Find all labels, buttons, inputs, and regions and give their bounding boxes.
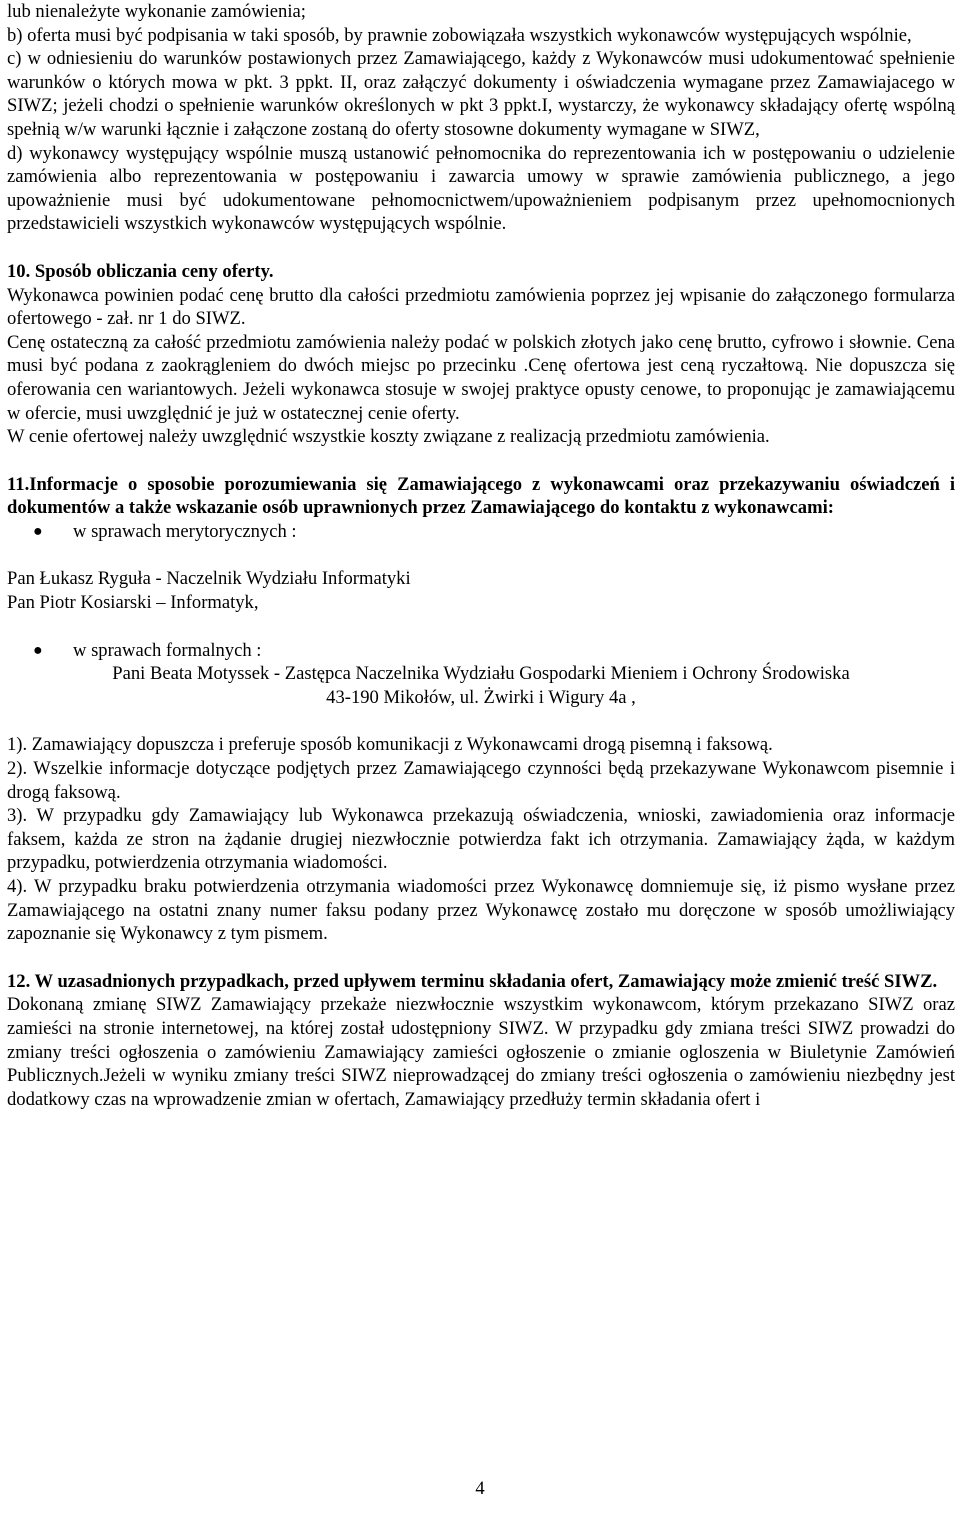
intro-line-a: lub nienależyte wykonanie zamówienia; [7, 1, 306, 22]
section-10-paragraph: W cenie ofertowej należy uwzględnić wszystkie koszty związane z realizacją przedmiotu zamówienia. [7, 426, 770, 448]
bullet-dot-icon: ● [33, 641, 43, 659]
bullet-merit [7, 520, 955, 544]
intro-point-d: d) wykonawcy występujący wspólnie muszą ustanowić pełnomocnika do reprezentowania ich w postępowaniu o udzielenie zamówienia albo reprezentowania w postępowaniu i zawarcia umowy w sprawie zamówienia publicznego, a jego upoważnienie musi być udokumentowane pełnomocnictwem/upoważnieniem podpisanym przez upełnomocnionych przedstawicieli wszystkich wykonawców występujących wspólnie. [7, 142, 955, 235]
communication-point-4: 4). W przypadku braku potwierdzenia otrzymania wiadomości przez Wykonawcę domniemuje się, iż pismo wysłane przez Zamawiającego na ostatni znany numer faksu podany przez Wykonawcę zostało mu doręczone w sposób umożliwiający zapoznanie się Wykonawcy z tym pismem. [7, 876, 955, 945]
section-10-paragraph: Cenę ostateczną za całość przedmiotu zamówienia należy podać w polskich złotych jako cenę brutto, cyfrowo i słownie. Cena musi być podana z zaokrągleniem do dwóch miejsc po przecinku .Cenę ofertowa jest ceną ryczałtową. Nie dopuszcza się oferowania cen wariantowych. Jeżeli wykonawca stosuje w swojej praktyce opusty cenowe, to proponując je zamawiającemu w ofercie, musi uwzględnić je już w ostatecznej cenie oferty. [7, 331, 955, 424]
bullet-dot-icon: ● [33, 522, 43, 540]
communication-point-3: 3). W przypadku gdy Zamawiający lub Wykonawca przekazują oświadczenia, wnioski, zawiadomienia oraz informacje faksem, każda ze stron na żądanie drugiej niezwłocznie potwierdza fakt ich otrzymania. Zamawiający żąda, w każdym przypadku, potwierdzenia otrzymania wiadomości. [7, 805, 955, 874]
section-12-paragraph: Dokonaną zmianę SIWZ Zamawiający przekaże niezwłocznie wszystkim wykonawcom, którym przekazano SIWZ oraz zamieści na stronie internetowej, na której został udostępniony SIWZ. W przypadku gdy zmiana treści SIWZ prowadzi do zmiany treści ogłoszenia o zamówieniu Zamawiający zamieści ogłoszenie o zmianie ogloszenia w Biuletynie Zamówień Publicznych.Jeżeli w wyniku zmiany treści SIWZ nieprowadzącej do zmiany treści ogłoszenia o zamówieniu niezbędny jest dodatkowy czas na wprowadzenie zmian w ofertach, Zamawiający przedłuży termin składania ofert i [7, 994, 955, 1110]
section-12-heading: 12. W uzasadnionych przypadkach, przed upływem terminu składania ofert, Zamawiający może zmienić treść SIWZ. [7, 970, 938, 992]
document-page [7, 0, 955, 1111]
intro-point-c: c) w odniesieniu do warunków postawionych przez Zamawiającego, każdy z Wykonawców musi udokumentować spełnienie warunków o których mowa w pkt. 3 ppkt. II, oraz załączyć dokumenty i oświadczenia wymagane przez Zamawiajacego w SIWZ; jeżeli chodzi o spełnienie warunków określonych w pkt 3 ppkt.I, wystarczy, że wykonawcy składający ofertę wspólną spełnią w/w warunki łącznie i załączone zostaną do oferty stosowne dokumenty wymagane w SIWZ, [7, 48, 955, 140]
contact-address: 43-190 Mikołów, ul. Żwirki i Wigury 4a , [326, 686, 636, 708]
bullet-merit-label: w sprawach merytorycznych : [73, 520, 297, 542]
section-10-paragraph: Wykonawca powinien podać cenę brutto dla całości przedmiotu zamówienia poprzez jej wpisanie do załączonego formularza ofertowego - zał. nr 1 do SIWZ. [7, 284, 955, 330]
page-number: 4 [475, 1478, 485, 1499]
communication-point-2: 2). Wszelkie informacje dotyczące podjętych przez Zamawiającego czynności będą przekazywane Wykonawcom pisemnie i drogą faksową. [7, 758, 955, 803]
contact-person-3: Pani Beata Motyssek - Zastępca Naczelnika Wydziału Gospodarki Mieniem i Ochrony Środowiska [112, 663, 850, 685]
contact-person-1: Pan Łukasz Ryguła - Naczelnik Wydziału Informatyki [7, 568, 411, 590]
bullet-formal-label: w sprawach formalnych : [73, 639, 262, 661]
communication-point-1: 1). Zamawiający dopuszcza i preferuje sposób komunikacji z Wykonawcami drogą pisemną i faksową. [7, 734, 773, 756]
intro-point-b: b) oferta musi być podpisania w taki sposób, by prawnie zobowiązała wszystkich wykonawców występujących wspólnie, [7, 24, 912, 46]
section-10-heading: 10. Sposób obliczania ceny oferty. [7, 260, 274, 282]
bullet-formal [7, 639, 955, 663]
contact-person-2: Pan Piotr Kosiarski – Informatyk, [7, 592, 259, 614]
section-11-heading: 11.Informacje o sposobie porozumiewania się Zamawiającego z wykonawcami oraz przekazywaniu oświadczeń i dokumentów a także wskazanie osób uprawnionych przez Zamawiającego do kontaktu z wykonawcami: [7, 473, 955, 519]
